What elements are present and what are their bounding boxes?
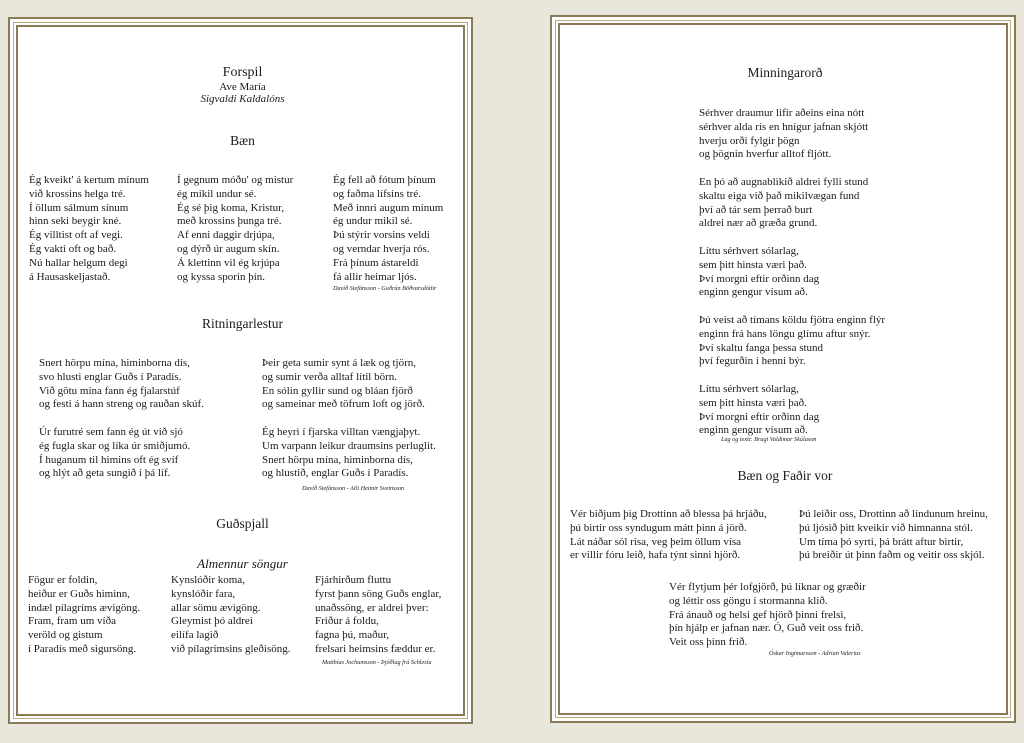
- minningarord-poem: Sérhver draumur lifir aðeins eina nótt sérhver alda rís en hnígur jafnan skjótt hverju orði fylgir þögn og þögnin hverfur alltof fljótt. En þó að augnablikið aldrei fylli stund skaltu eiga við það mikilvægan fund því að tár sem þerrað burt aldrei nær að græða grund. Líttu sérhvert sólarlag, sem þitt hinsta væri það. Því morgni eftir orðinn dag enginn gengur vísum að. Þú veist að tímans köldu fjötra enginn flýr enginn frá hans löngu glímu aftur snýr. Því skaltu fanga þessa stund því fegurðin í henni býr. Líttu sérhvert sólarlag, sem þitt hinsta væri það. Því morgni eftir orðinn dag enginn gengur vísum að.: [699, 107, 886, 437]
- ritningarlestur-heading: Ritningarlestur: [202, 316, 283, 331]
- ritningarlestur-credit: Davíð Stefánsson - Atli Heimir Sveinsson: [302, 485, 405, 492]
- baen-credit: Davíð Stefánsson - Guðrún Böðvarsdóttir: [333, 285, 437, 292]
- ritningarlestur-verse-1: Snert hörpu mína, himinborna dís, svo hlusti englar Guðs í Paradís. Við götu mína fann ég fjalarstúf og festi á hann streng og rauðan skúf. Úr furutré sem fann ég út við sjó ég fugla skar og líka úr smiðjumó. Í huganum til himins oft ég svíf og hlýt að geta sungið í þá líf.: [39, 357, 204, 480]
- minningarord-heading: Minningarorð: [747, 65, 823, 80]
- baen-verse-3: Ég fell að fótum þínum og faðma lífsins tré. Með innri augum mínum ég undur mikil sé. Þú stýrir vorsins veldi og verndar hverja rós. Frá þínum ástareldi fá allir heimar ljós.: [333, 174, 444, 283]
- baen-fadir-verse-3: Vér flytjum þér lofgjörð, þú líknar og græðir og léttir oss göngu í stormanna klið. Frá ánauð og helsi gef hjörð þinni frelsi, þín hjálp er jafnan nær. Ó, Guð veit oss frið. Veit oss þinn frið.: [669, 581, 866, 649]
- song-verse-1: Fögur er foldin, heiður er Guðs himinn, indæl pílagríms ævigöng. Fram, fram um víða veröld og gistum í Paradís með sigursöng.: [28, 574, 141, 655]
- left-page: [8, 17, 473, 724]
- song-title: Almennur söngur: [197, 556, 288, 571]
- song-verse-2: Kynslóðir koma, kynslóðir fara, allar sömu ævigöng. Gleymist þó aldrei eilífa lagið við pílagrímsins gleðisöng.: [171, 574, 291, 655]
- forspil-title: Forspil: [222, 65, 263, 80]
- baen-fadir-verse-1: Vér biðjum þig Drottinn að blessa þá hrjáðu, þú birtir oss syndugum mátt þinn á jörð. Lát náðar sól rísa, veg þeim öllum vísa er villir fóru leið, hafa týnt sinni hjörð.: [570, 508, 767, 562]
- baen-fadir-credit: Óskar Ingimarsson - Adrian Valerius: [769, 650, 861, 657]
- right-page: [550, 15, 1016, 723]
- song-credit: Matthías Jochumsson - Þjóðlag frá Schlesíu: [322, 659, 432, 666]
- forspil-block: [10, 65, 475, 105]
- baen-fadir-verse-2: Þú leiðir oss, Drottinn að lindunum hreinu, þú ljósið þitt kveikir við himnanna stól. Um tíma þó syrti, þá brátt aftur birtir, þú breiðir út þinn faðm og veitir oss skjól.: [799, 508, 988, 562]
- baen-heading: Bæn: [230, 133, 255, 148]
- song-verse-3: Fjárhirðum fluttu fyrst þann söng Guðs englar, unaðssöng, er aldrei þver: Friður á foldu, fagna þú, maður, frelsari heimsins fæddur er.: [315, 574, 442, 655]
- gudspjall-heading: Guðspjall: [216, 516, 269, 531]
- baen-fadir-heading: Bæn og Faðir vor: [737, 468, 833, 483]
- baen-verse-1: Ég kveikt' á kertum mínum við krossins helga tré. Í öllum sálmum sínum hinn seki beygir kné. Ég villtist oft af vegi. Ég vakti oft og bað. Nú hallar helgum degi á Hausaskeljastað.: [29, 174, 149, 283]
- baen-verse-2: Í gegnum móðu' og mistur ég mikil undur sé. Ég sé þig koma, Kristur, með krossins þunga tré. Af enni daggir drjúpa, og dýrð úr augum skín. Á klettinn vil ég krjúpa og kyssa sporin þín.: [177, 174, 294, 283]
- forspil-piece: Ave María: [219, 81, 266, 93]
- forspil-composer: Sigvaldi Kaldalóns: [200, 93, 285, 105]
- minningarord-credit: Lag og texti: Bragi Valdimar Skúlason: [721, 436, 817, 443]
- ritningarlestur-verse-2: Þeir geta sumir synt á læk og tjörn, og sumir verða alltaf lítil börn. En sólin gyllir sund og bláan fjörð og sameinar með töfrum loft og jörð. Ég heyri í fjarska villtan vængjaþyt. Um varpann leikur draumsins perluglit. Snert hörpu mína, himinborna dís, og hlustið, englar Guðs í Paradís.: [262, 357, 436, 480]
